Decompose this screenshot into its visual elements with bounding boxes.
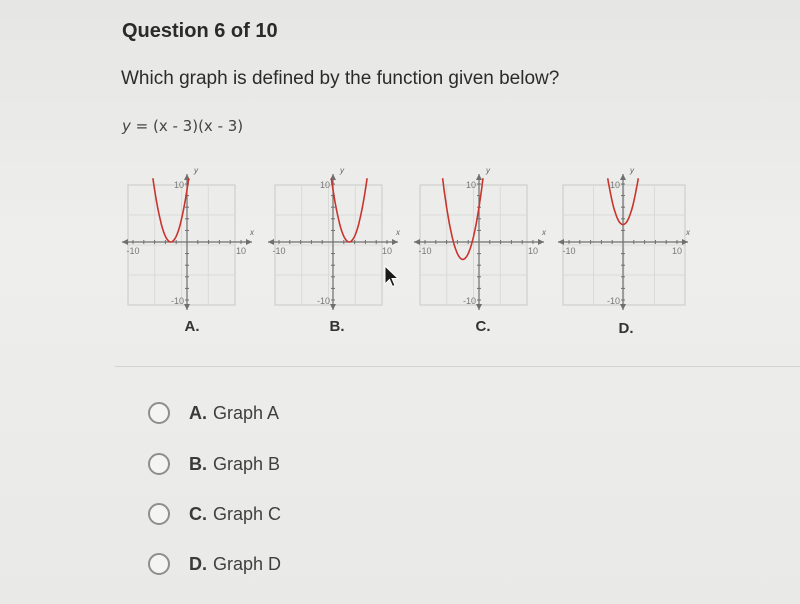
x-axis-left-arrow-icon (122, 239, 128, 245)
radio-button-b[interactable] (148, 453, 170, 475)
x-axis-label: x (542, 228, 546, 237)
x-axis-label: x (686, 228, 690, 237)
y-axis-label: y (486, 166, 490, 175)
y-tick-label-neg: -10 (170, 296, 184, 306)
question-number: Question 6 of 10 (122, 20, 278, 42)
divider (115, 366, 800, 367)
x-tick-label-pos: 10 (381, 246, 393, 256)
mouse-cursor-icon (384, 265, 400, 289)
option-b-letter: B. (189, 453, 207, 474)
function-rhs: = (x - 3)(x - 3) (130, 117, 244, 135)
y-axis-down-arrow-icon (476, 304, 482, 310)
x-tick-label-pos: 10 (235, 246, 247, 256)
radio-button-c[interactable] (148, 503, 170, 525)
graph-b (268, 166, 401, 310)
x-axis-left-arrow-icon (414, 239, 420, 245)
option-c-text: Graph C (213, 503, 282, 524)
y-tick-label-pos: 10 (319, 180, 330, 190)
question-prompt: Which graph is defined by the function given below? (121, 68, 560, 89)
y-axis-up-arrow-icon (476, 174, 482, 180)
graph-a (122, 166, 255, 310)
graph-label-c: C. (475, 318, 491, 335)
x-axis-left-arrow-icon (558, 239, 564, 245)
y-tick-label-neg: -10 (316, 296, 330, 306)
option-b-text: Graph B (213, 453, 281, 474)
x-axis-right-arrow-icon (538, 239, 544, 245)
y-axis-label: y (194, 166, 198, 175)
radio-button-d[interactable] (148, 553, 170, 575)
y-axis-up-arrow-icon (620, 174, 626, 180)
graph-label-d: D. (618, 320, 634, 337)
option-a[interactable] (148, 398, 279, 428)
option-c[interactable] (148, 499, 281, 529)
x-tick-label-pos: 10 (671, 246, 683, 256)
graph-c (414, 166, 547, 310)
x-axis-label: x (250, 228, 254, 237)
y-tick-label-neg: -10 (462, 296, 476, 306)
x-tick-label-neg: -10 (126, 246, 140, 256)
x-axis-right-arrow-icon (392, 239, 398, 245)
x-tick-label-neg: -10 (562, 246, 576, 256)
graph-label-a: A. (184, 318, 200, 335)
graph-choices (115, 160, 700, 350)
option-d-letter: D. (189, 553, 207, 574)
option-d-text: Graph D (213, 553, 282, 574)
option-a-text: Graph A (213, 402, 280, 423)
graph-label-b: B. (329, 318, 345, 335)
option-c-letter: C. (189, 503, 207, 524)
y-axis-down-arrow-icon (620, 304, 626, 310)
function-expression (122, 117, 243, 135)
x-axis-right-arrow-icon (246, 239, 252, 245)
y-tick-label-pos: 10 (609, 180, 620, 190)
y-axis-label: y (630, 166, 634, 175)
x-axis-left-arrow-icon (268, 239, 274, 245)
radio-button-a[interactable] (148, 402, 170, 424)
option-b[interactable] (148, 449, 280, 479)
x-tick-label-neg: -10 (272, 246, 286, 256)
y-tick-label-neg: -10 (606, 296, 620, 306)
y-axis-down-arrow-icon (330, 304, 336, 310)
option-a-letter: A. (189, 402, 207, 423)
function-lhs: y (122, 117, 131, 135)
option-d[interactable] (148, 549, 281, 579)
y-axis-label: y (340, 166, 344, 175)
y-tick-label-pos: 10 (465, 180, 476, 190)
graph-d (558, 166, 691, 310)
x-tick-label-pos: 10 (527, 246, 539, 256)
y-axis-down-arrow-icon (184, 304, 190, 310)
x-tick-label-neg: -10 (418, 246, 432, 256)
x-axis-label: x (396, 228, 400, 237)
y-tick-label-pos: 10 (173, 180, 184, 190)
